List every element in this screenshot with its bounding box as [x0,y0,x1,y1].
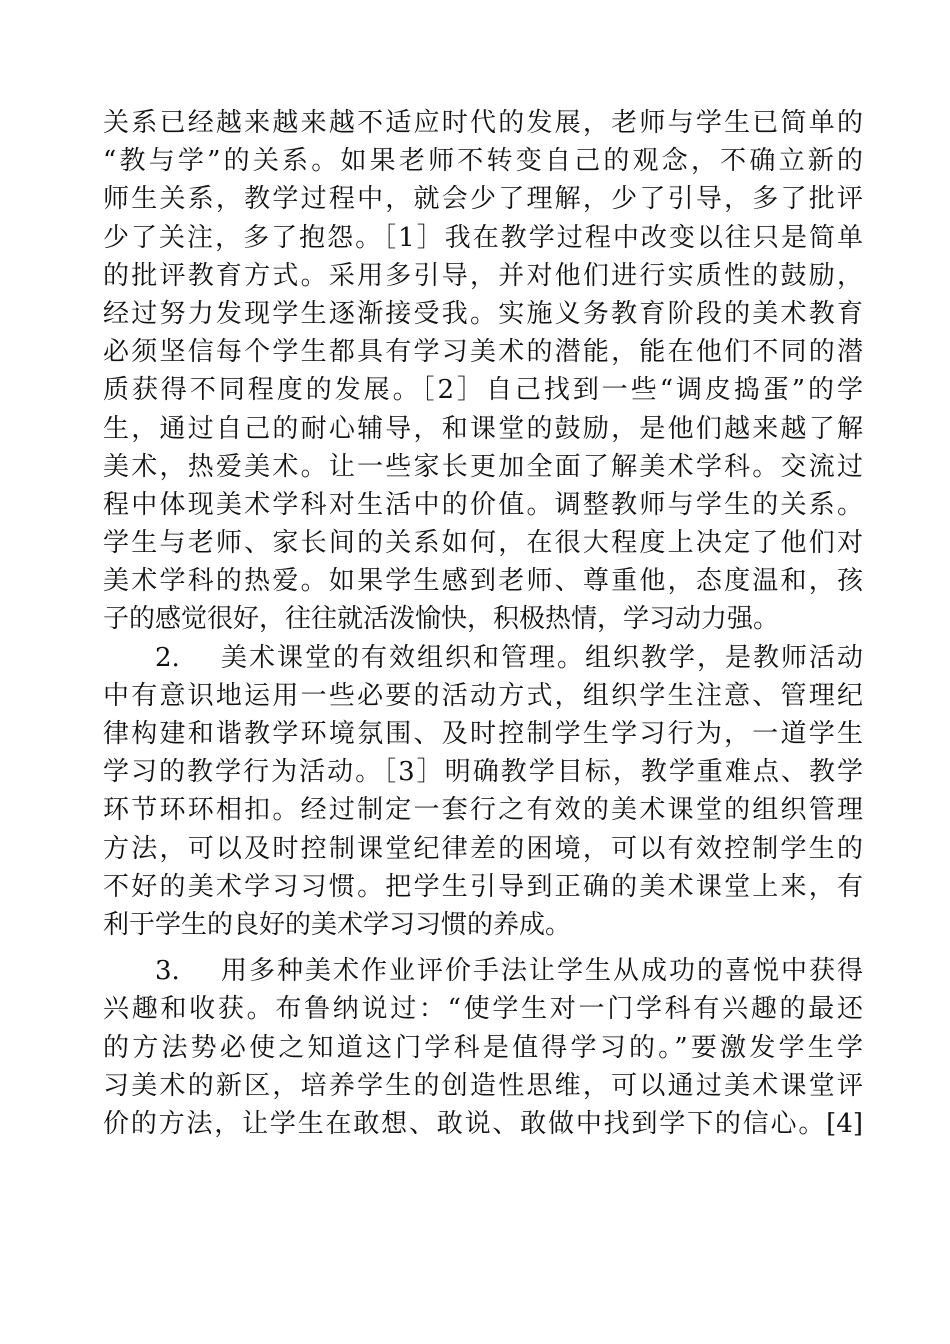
text-line: 少了关注，多了抱怨。［1］我在教学过程中改变以往只是简单 [103,222,863,253]
text-line: 利于学生的良好的美术学习习惯的养成。 [103,909,572,940]
text-line: 习美术的新区，培养学生的创造性思维，可以通过美术课堂评 [103,1070,863,1101]
paragraph-3 [103,952,863,1143]
text-line: 美术，热爱美术。让一些家长更加全面了解美术学科。交流过 [103,451,863,482]
text-line: 生，通过自己的耐心辅导，和课堂的鼓励，是他们越来越了解 [103,413,863,444]
text-segment: 美术课堂的有效组织和管理。组织教学，是教师活动 [219,642,863,673]
text-line: 不好的美术学习习惯。把学生引导到正确的美术课堂上来，有 [103,871,863,902]
text-line: 师生关系，教学过程中，就会少了理解，少了引导，多了批评 [103,184,863,215]
text-line: 关系已经越来越来越不适应时代的发展，老师与学生已简单的 [103,108,863,138]
text-line: 程中体现美术学科对生活中的价值。调整教师与学生的关系。 [103,489,863,520]
text-line: 经过努力发现学生逐渐接受我。实施义务教育阶段的美术教育 [103,298,863,329]
text-line: 质获得不同程度的发展。［2］自己找到一些“调皮捣蛋”的学 [103,375,863,406]
text-line: 价的方法，让学生在敢想、敢说、敢做中找到学下的信心。[4] [103,1108,863,1139]
text-line: 必须坚信每个学生都具有学习美术的潜能，能在他们不同的潜 [103,337,863,368]
numbered-line [103,639,863,677]
paragraph-1 [103,104,863,639]
text-line: 方法，可以及时控制课堂纪律差的困境，可以有效控制学生的 [103,833,863,864]
text-line: “教与学”的关系。如果老师不转变自己的观念，不确立新的 [103,146,863,177]
paragraph-spacer [103,944,863,952]
text-line: 环节环环相扣。经过制定一套行之有效的美术课堂的组织管理 [103,795,863,826]
text-line: 学习的教学行为活动。［3］明确教学目标，教学重难点、教学 [103,757,863,788]
item-number: 2. [155,642,180,673]
body-text [103,104,863,1143]
numbered-line [103,952,863,990]
paragraph-2 [103,639,863,945]
text-line: 的批评教育方式。采用多引导，并对他们进行实质性的鼓励， [103,260,863,291]
text-line: 学生与老师、家长间的关系如何，在很大程度上决定了他们对 [103,528,863,559]
text-line: 的方法势必使之知道这门学科是值得学习的。”要激发学生学 [103,1032,863,1063]
text-line: 中有意识地运用一些必要的活动方式，组织学生注意、管理纪 [103,680,863,711]
text-line: 兴趣和收获。布鲁纳说过：“使学生对一门学科有兴趣的最还 [103,994,863,1025]
text-line: 美术学科的热爱。如果学生感到老师、尊重他，态度温和，孩 [103,566,863,597]
item-number: 3. [155,956,180,987]
text-line: 律构建和谐教学环境氛围、及时控制学生学习行为，一道学生 [103,719,863,749]
text-line: 子的感觉很好，往往就活泼愉快，积极热情，学习动力强。 [103,604,780,635]
text-segment: 用多种美术作业评价手法让学生从成功的喜悦中获得 [219,956,863,987]
